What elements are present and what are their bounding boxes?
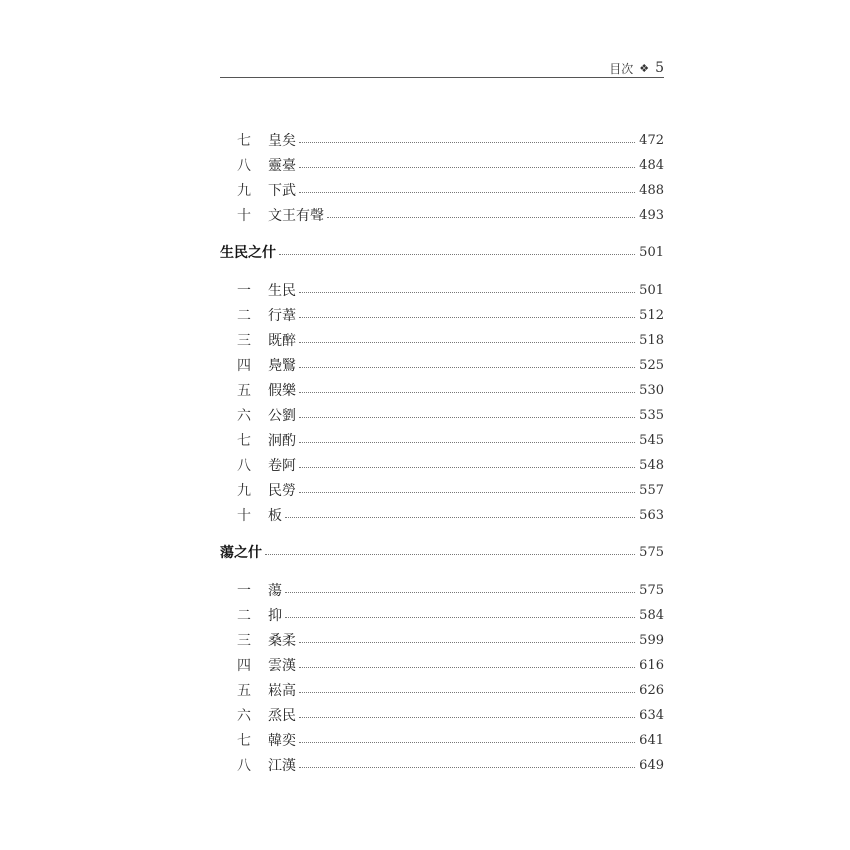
entry-title: 生民之什 [220,245,276,261]
toc-entry[interactable] [220,654,664,676]
entry-page-number: 525 [639,357,664,373]
toc-entry[interactable] [220,354,664,376]
toc-entry[interactable] [220,629,664,651]
entry-page-number: 501 [639,244,664,260]
entry-number: 九 [237,483,251,499]
entry-number: 十 [237,208,251,224]
dot-leader [299,316,635,318]
toc-entry[interactable] [220,429,664,451]
dot-leader [299,666,635,668]
entry-number: 六 [237,408,251,424]
toc-entry[interactable] [220,604,664,626]
toc-entry[interactable] [220,379,664,401]
entry-number: 八 [237,458,251,474]
entry-title: 江漢 [268,758,296,774]
dot-leader [299,466,635,468]
entry-number: 三 [237,633,251,649]
entry-title: 民勞 [268,483,296,499]
dot-leader [299,366,635,368]
entry-title: 卷阿 [268,458,296,474]
entry-title: 烝民 [268,708,296,724]
dot-leader [299,641,635,643]
entry-page-number: 634 [639,707,664,723]
toc-entry[interactable] [220,154,664,176]
entry-page-number: 512 [639,307,664,323]
entry-page-number: 557 [639,482,664,498]
dot-leader [279,253,635,255]
toc-entry[interactable] [220,454,664,476]
entry-number: 五 [237,683,251,699]
entry-title: 蕩 [268,583,282,599]
dot-leader [285,616,635,618]
entry-page-number: 484 [639,157,664,173]
entry-title: 生民 [268,283,296,299]
toc-entry[interactable] [220,754,664,776]
toc-entry[interactable] [220,729,664,751]
dot-leader [285,516,635,518]
header-rule [220,77,664,78]
header-label: 目次 [609,61,634,76]
entry-number: 三 [237,333,251,349]
toc-entry[interactable] [220,129,664,151]
entry-title: 行葦 [268,308,296,324]
entry-page-number: 616 [639,657,664,673]
toc-entry[interactable] [220,504,664,526]
dot-leader [299,416,635,418]
entry-page-number: 501 [639,282,664,298]
entry-number: 八 [237,158,251,174]
entry-page-number: 518 [639,332,664,348]
dot-leader [299,691,635,693]
entry-number: 七 [237,433,251,449]
dot-leader [299,766,635,768]
dot-leader [299,141,635,143]
toc-entry[interactable] [220,204,664,226]
entry-title: 公劉 [268,408,296,424]
entry-page-number: 584 [639,607,664,623]
entry-title: 桑柔 [268,633,296,649]
entry-number: 二 [237,308,251,324]
entry-page-number: 535 [639,407,664,423]
dot-leader [265,553,635,555]
entry-title: 雲漢 [268,658,296,674]
entry-page-number: 649 [639,757,664,773]
toc-entry[interactable] [220,679,664,701]
toc-entry[interactable] [220,304,664,326]
entry-number: 六 [237,708,251,724]
entry-title: 皇矣 [268,133,296,149]
entry-page-number: 493 [639,207,664,223]
ornament-icon: ❖ [639,61,650,75]
toc-section-heading[interactable] [220,541,664,563]
entry-page-number: 626 [639,682,664,698]
entry-number: 五 [237,383,251,399]
dot-leader [299,191,635,193]
entry-page-number: 530 [639,382,664,398]
entry-page-number: 563 [639,507,664,523]
entry-title: 假樂 [268,383,296,399]
dot-leader [299,441,635,443]
entry-number: 二 [237,608,251,624]
entry-title: 泂酌 [268,433,296,449]
entry-number: 四 [237,658,251,674]
toc-entry[interactable] [220,704,664,726]
entry-page-number: 599 [639,632,664,648]
page-number: 5 [655,60,664,76]
entry-page-number: 575 [639,544,664,560]
dot-leader [299,341,635,343]
dot-leader [299,716,635,718]
dot-leader [299,491,635,493]
toc-entry[interactable] [220,279,664,301]
entry-number: 七 [237,733,251,749]
toc-entry[interactable] [220,329,664,351]
entry-page-number: 472 [639,132,664,148]
entry-title: 靈臺 [268,158,296,174]
entry-page-number: 641 [639,732,664,748]
toc-entry[interactable] [220,404,664,426]
toc-entry[interactable] [220,479,664,501]
entry-title: 板 [268,508,282,524]
running-header [220,58,664,78]
entry-page-number: 545 [639,432,664,448]
toc-entry[interactable] [220,579,664,601]
dot-leader [299,741,635,743]
entry-title: 崧高 [268,683,296,699]
entry-title: 蕩之什 [220,545,262,561]
entry-number: 八 [237,758,251,774]
dot-leader [299,166,635,168]
entry-number: 十 [237,508,251,524]
dot-leader [299,291,635,293]
entry-title: 抑 [268,608,282,624]
entry-title: 既醉 [268,333,296,349]
entry-number: 一 [237,583,251,599]
entry-title: 下武 [268,183,296,199]
entry-number: 九 [237,183,251,199]
entry-title: 文王有聲 [268,208,324,224]
entry-title: 鳧鷖 [268,358,296,374]
dot-leader [285,591,635,593]
entry-page-number: 575 [639,582,664,598]
dot-leader [299,391,635,393]
entry-number: 一 [237,283,251,299]
toc-entry[interactable] [220,179,664,201]
entry-page-number: 488 [639,182,664,198]
entry-number: 七 [237,133,251,149]
toc-section-heading[interactable] [220,241,664,263]
dot-leader [327,216,635,218]
entry-title: 韓奕 [268,733,296,749]
entry-number: 四 [237,358,251,374]
entry-page-number: 548 [639,457,664,473]
